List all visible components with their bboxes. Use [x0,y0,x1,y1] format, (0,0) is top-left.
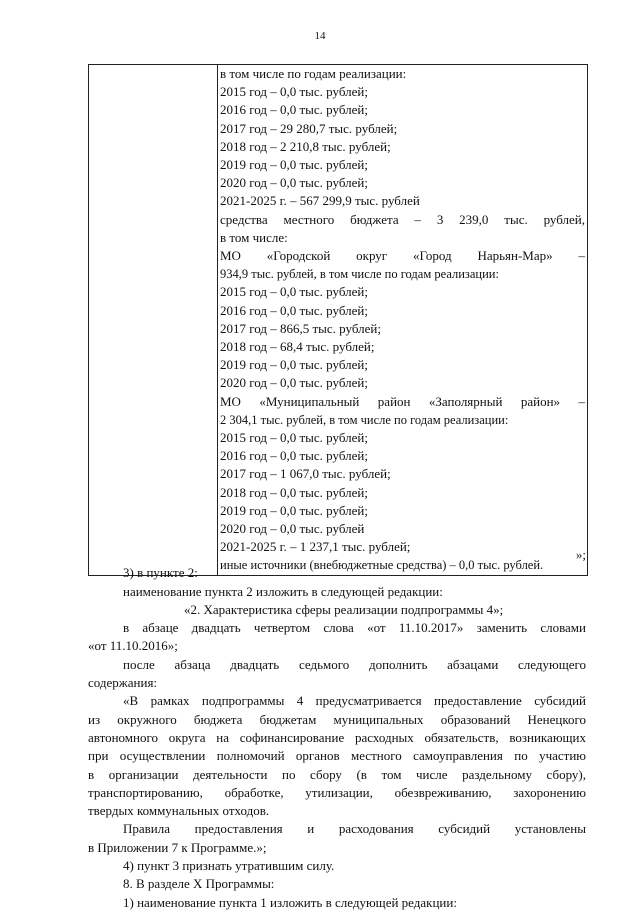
table-row [89,65,588,576]
paragraph: 3) в пункте 2: [123,565,198,581]
paragraph: 4) пункт 3 признать утратившим силу. [123,858,335,874]
quoted-paragraph: автономного округа на софинансирование расходных обязательств, возникающих [88,729,586,745]
funding-line: в том числе: [220,229,288,245]
funding-line: 2015 год – 0,0 тыс. рублей; [220,84,368,100]
funding-line: 2021-2025 г. – 567 299,9 тыс. рублей [220,193,420,209]
funding-line: 2016 год – 0,0 тыс. рублей; [220,448,368,464]
quoted-paragraph: в организации деятельности по сбору (в том числе раздельному сбору), [88,766,586,782]
funding-line: 2 304,1 тыс. рублей, в том числе по годам реализации: [220,412,509,427]
funding-line: 2021-2025 г. – 1 237,1 тыс. рублей; [220,539,411,555]
funding-line: 2016 год – 0,0 тыс. рублей; [220,302,368,318]
paragraph: «от 11.10.2016»; [88,638,178,654]
quoted-paragraph: «В рамках подпрограммы 4 предусматривается предоставление субсидий [123,693,586,709]
funding-line: 2017 год – 866,5 тыс. рублей; [220,320,381,336]
funding-line: 2015 год – 0,0 тыс. рублей; [220,284,368,300]
funding-line: МО «Городской округ «Город Нарьян-Мар» – [220,248,585,264]
funding-line: 2017 год – 1 067,0 тыс. рублей; [220,466,391,482]
closing-quote: »; [575,547,586,562]
funding-line: 2018 год – 2 210,8 тыс. рублей; [220,138,391,154]
paragraph: содержания: [88,675,158,691]
funding-line: 934,9 тыс. рублей, в том числе по годам реализации: [220,267,499,282]
paragraph: 8. В разделе X Программы: [123,876,275,892]
quoted-paragraph: твердых коммунальных отходов. [88,803,270,819]
paragraph: 1) наименование пункта 1 изложить в следующей редакции: [123,894,457,910]
paragraph: в абзаце двадцать четвертом слова «от 11.10.2017» заменить словами [123,620,586,636]
funding-line: 2019 год – 0,0 тыс. рублей; [220,157,368,173]
quoted-paragraph: из окружного бюджета бюджетам муниципальных образований Ненецкого [88,711,586,727]
paragraph: после абзаца двадцать седьмого дополнить абзацами следующего [123,656,586,672]
page-number: 14 [314,30,326,42]
funding-line: 2017 год – 29 280,7 тыс. рублей; [220,120,398,136]
funding-line: 2018 год – 0,0 тыс. рублей; [220,484,368,500]
funding-line: 2016 год – 0,0 тыс. рублей; [220,102,368,118]
funding-line: 2018 год – 68,4 тыс. рублей; [220,339,375,355]
document-body [88,546,586,912]
table-cell-left [89,65,218,576]
funding-line: МО «Муниципальный район «Заполярный район» – [220,393,585,409]
funding-line: 2020 год – 0,0 тыс. рублей [220,521,365,537]
funding-line: 2020 год – 0,0 тыс. рублей; [220,375,368,391]
funding-line: средства местного бюджета – 3 239,0 тыс. рублей, [220,211,585,227]
paragraph: в Приложении 7 к Программе.»; [88,839,267,855]
funding-line: иные источники (внебюджетные средства) – 0,0 тыс. рублей. [220,558,544,573]
quoted-paragraph: транспортированию, обработке, утилизации, обезвреживанию, захоронению [88,784,586,800]
paragraph: наименование пункта 2 изложить в следующей редакции: [123,583,443,599]
funding-table [88,64,588,576]
quoted-paragraph: при осуществлении полномочий органов местного самоуправления по участию [88,748,586,764]
funding-line: 2019 год – 0,0 тыс. рублей; [220,357,368,373]
funding-line: 2015 год – 0,0 тыс. рублей; [220,430,368,446]
funding-line: в том числе по годам реализации: [220,66,407,81]
funding-line: 2020 год – 0,0 тыс. рублей; [220,175,368,191]
table-cell-right [218,65,588,576]
funding-line: 2019 год – 0,0 тыс. рублей; [220,502,368,518]
paragraph: Правила предоставления и расходования субсидий установлены [123,821,586,837]
paragraph: «2. Характеристика сферы реализации подпрограммы 4»; [184,601,504,617]
